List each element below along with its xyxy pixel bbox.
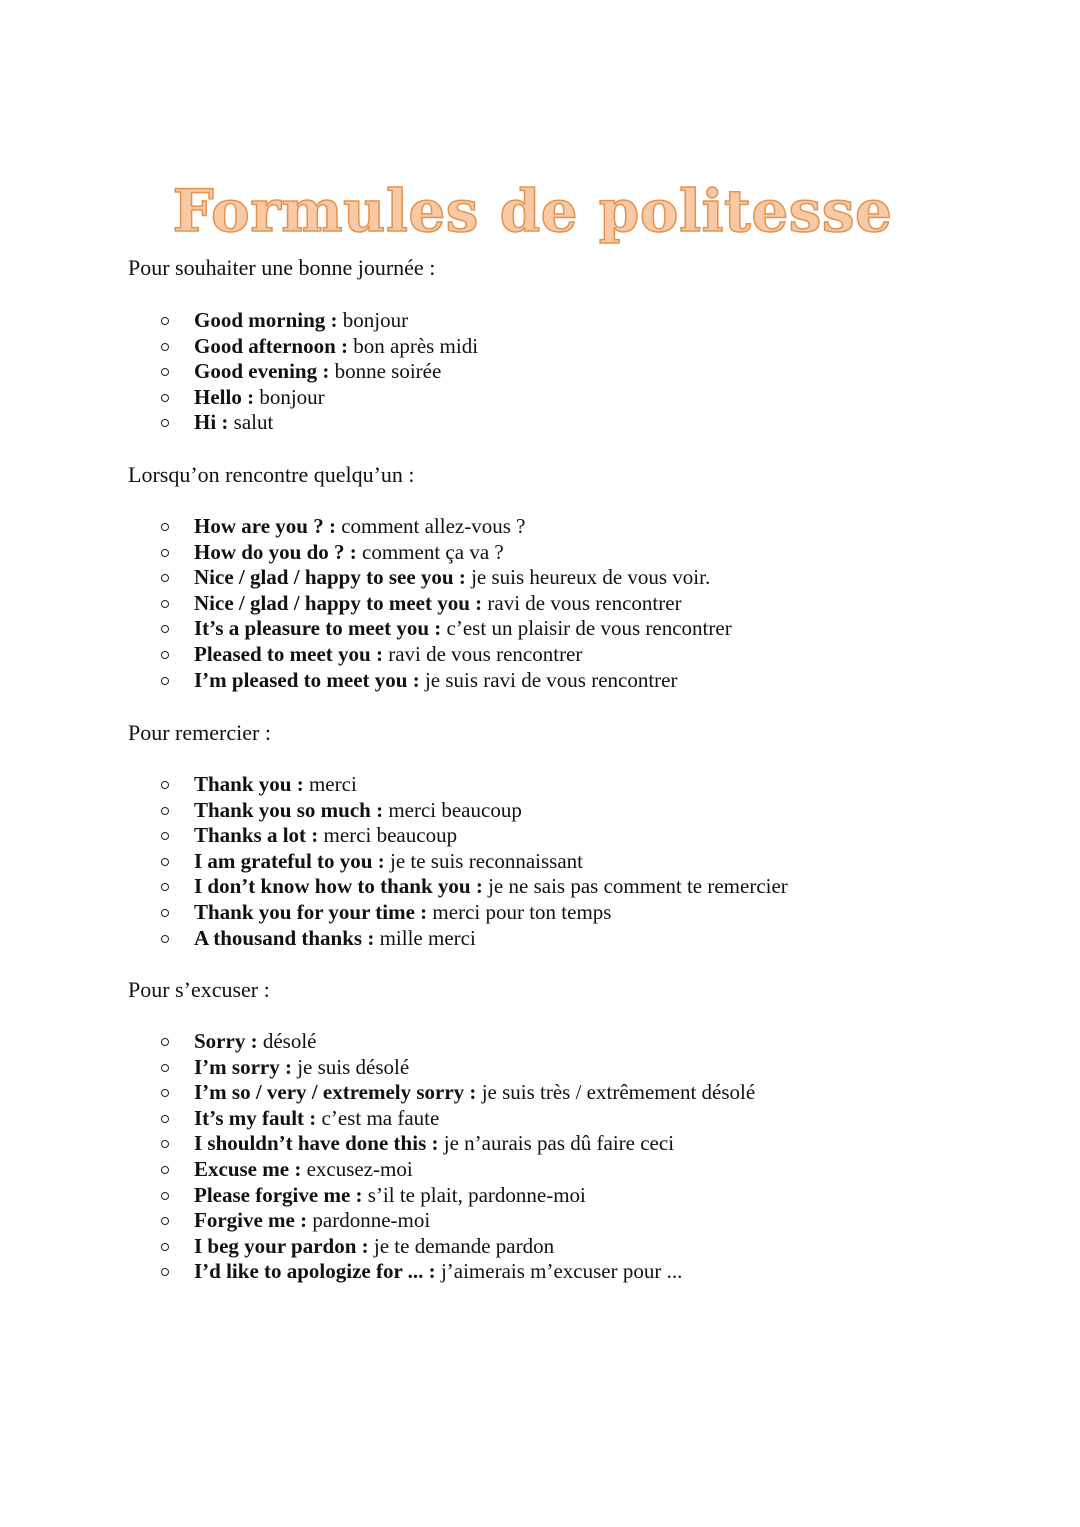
- list-item: [128, 540, 1028, 566]
- list-item: [128, 668, 1028, 694]
- english-phrase: Thanks a lot :: [194, 823, 319, 848]
- french-translation: je suis très / extrêmement désolé: [476, 1080, 756, 1105]
- list-item: [128, 385, 1028, 411]
- hollow-bullet-icon: [161, 574, 169, 582]
- section-heading: Pour s’excuser :: [128, 977, 270, 1002]
- hollow-bullet-icon: [161, 549, 169, 557]
- list-item: [128, 823, 1028, 849]
- french-translation: désolé: [257, 1029, 317, 1053]
- document-title: Formules de politesse: [172, 176, 893, 245]
- section-apologizing: [128, 977, 1028, 1284]
- english-phrase: Hello :: [194, 384, 255, 409]
- list-item: [128, 591, 1028, 617]
- english-phrase: Good morning :: [194, 308, 338, 332]
- french-translation: bon après midi: [348, 333, 479, 358]
- list-item: [128, 642, 1028, 668]
- phrase-list: [128, 772, 1028, 951]
- hollow-bullet-icon: [161, 935, 169, 943]
- list-item: [128, 410, 1028, 436]
- section-heading: Lorsqu’on rencontre quelqu’un :: [128, 462, 415, 487]
- french-translation: j’aimerais m’excuser pour ...: [435, 1259, 683, 1284]
- english-phrase: Nice / glad / happy to see you :: [194, 565, 466, 590]
- french-translation: pardonne-moi: [307, 1208, 431, 1233]
- hollow-bullet-icon: [161, 394, 169, 402]
- hollow-bullet-icon: [161, 1038, 169, 1046]
- hollow-bullet-icon: [161, 368, 169, 376]
- english-phrase: Nice / glad / happy to meet you :: [194, 590, 483, 615]
- hollow-bullet-icon: [161, 1243, 169, 1251]
- french-translation: je te suis reconnaissant: [384, 848, 584, 873]
- list-item: [128, 1029, 1028, 1055]
- english-phrase: Hi :: [194, 410, 229, 435]
- english-phrase: Pleased to meet you :: [194, 641, 383, 666]
- hollow-bullet-icon: [161, 625, 169, 633]
- english-phrase: I shouldn’t have done this :: [194, 1131, 439, 1156]
- french-translation: salut: [228, 410, 274, 435]
- english-phrase: Excuse me :: [194, 1156, 302, 1181]
- list-item: [128, 1208, 1028, 1234]
- english-phrase: It’s my fault :: [194, 1105, 317, 1130]
- phrase-list: [128, 308, 1028, 436]
- section-heading: Pour remercier :: [128, 720, 271, 745]
- list-item: [128, 514, 1028, 540]
- list-item: [128, 849, 1028, 875]
- french-translation: merci beaucoup: [383, 797, 522, 822]
- french-translation: je te demande pardon: [368, 1233, 555, 1258]
- hollow-bullet-icon: [161, 1140, 169, 1148]
- hollow-bullet-icon: [161, 858, 169, 866]
- french-translation: c’est ma faute: [316, 1105, 440, 1130]
- hollow-bullet-icon: [161, 677, 169, 685]
- french-translation: je ne sais pas comment te remercier: [482, 874, 788, 899]
- list-item: [128, 1183, 1028, 1209]
- hollow-bullet-icon: [161, 832, 169, 840]
- english-phrase: Thank you for your time :: [194, 899, 428, 924]
- hollow-bullet-icon: [161, 1166, 169, 1174]
- list-item: [128, 1055, 1028, 1081]
- list-item: [128, 1080, 1028, 1106]
- english-phrase: Good evening :: [194, 359, 330, 384]
- hollow-bullet-icon: [161, 1192, 169, 1200]
- french-translation: mille merci: [374, 925, 476, 950]
- section-greetings: [128, 255, 1028, 435]
- english-phrase: Good afternoon :: [194, 333, 348, 358]
- hollow-bullet-icon: [161, 651, 169, 659]
- english-phrase: I beg your pardon :: [194, 1233, 369, 1258]
- hollow-bullet-icon: [161, 883, 169, 891]
- section-heading: Pour souhaiter une bonne journée :: [128, 255, 436, 280]
- french-translation: je suis désolé: [291, 1054, 410, 1079]
- french-translation: bonne soirée: [329, 359, 442, 384]
- french-translation: c’est un plaisir de vous rencontrer: [441, 616, 732, 641]
- list-item: [128, 874, 1028, 900]
- french-translation: merci pour ton temps: [427, 899, 612, 924]
- french-translation: bonjour: [337, 308, 409, 332]
- phrase-list: [128, 514, 1028, 693]
- list-item: [128, 926, 1028, 952]
- hollow-bullet-icon: [161, 1115, 169, 1123]
- english-phrase: A thousand thanks :: [194, 925, 375, 950]
- list-item: [128, 359, 1028, 385]
- english-phrase: How are you ? :: [194, 514, 336, 538]
- french-translation: je n’aurais pas dû faire ceci: [438, 1131, 675, 1156]
- hollow-bullet-icon: [161, 781, 169, 789]
- french-translation: comment allez-vous ?: [335, 514, 526, 538]
- phrase-list: [128, 1029, 1028, 1285]
- english-phrase: Sorry :: [194, 1029, 258, 1053]
- french-translation: bonjour: [254, 384, 325, 409]
- english-phrase: I’d like to apologize for ... :: [194, 1259, 436, 1284]
- list-item: [128, 798, 1028, 824]
- section-meeting: [128, 462, 1028, 692]
- english-phrase: I don’t know how to thank you :: [194, 874, 483, 899]
- english-phrase: Thank you so much :: [194, 797, 384, 822]
- hollow-bullet-icon: [161, 1217, 169, 1225]
- french-translation: s’il te plait, pardonne-moi: [362, 1182, 586, 1207]
- hollow-bullet-icon: [161, 523, 169, 531]
- english-phrase: It’s a pleasure to meet you :: [194, 616, 442, 641]
- list-item: [128, 900, 1028, 926]
- english-phrase: How do you do ? :: [194, 539, 357, 564]
- list-item: [128, 308, 1028, 334]
- french-translation: je suis heureux de vous voir.: [465, 565, 711, 590]
- hollow-bullet-icon: [161, 419, 169, 427]
- list-item: [128, 334, 1028, 360]
- hollow-bullet-icon: [161, 1064, 169, 1072]
- section-thanking: [128, 720, 1028, 950]
- english-phrase: I’m sorry :: [194, 1054, 292, 1079]
- hollow-bullet-icon: [161, 1268, 169, 1276]
- french-translation: excusez-moi: [301, 1156, 413, 1181]
- hollow-bullet-icon: [161, 343, 169, 351]
- english-phrase: Please forgive me :: [194, 1182, 363, 1207]
- list-item: [128, 565, 1028, 591]
- english-phrase: I am grateful to you :: [194, 848, 385, 873]
- french-translation: merci beaucoup: [318, 823, 458, 848]
- english-phrase: I’m pleased to meet you :: [194, 667, 420, 692]
- french-translation: ravi de vous rencontrer: [382, 641, 583, 666]
- list-item: [128, 616, 1028, 642]
- hollow-bullet-icon: [161, 1089, 169, 1097]
- french-translation: merci: [303, 772, 357, 796]
- french-translation: ravi de vous rencontrer: [482, 590, 682, 615]
- list-item: [128, 1259, 1028, 1285]
- hollow-bullet-icon: [161, 317, 169, 325]
- french-translation: comment ça va ?: [356, 539, 504, 564]
- english-phrase: Forgive me :: [194, 1208, 308, 1233]
- hollow-bullet-icon: [161, 600, 169, 608]
- hollow-bullet-icon: [161, 909, 169, 917]
- english-phrase: I’m so / very / extremely sorry :: [194, 1080, 477, 1105]
- list-item: [128, 1234, 1028, 1260]
- list-item: [128, 1106, 1028, 1132]
- list-item: [128, 772, 1028, 798]
- list-item: [128, 1131, 1028, 1157]
- list-item: [128, 1157, 1028, 1183]
- french-translation: je suis ravi de vous rencontrer: [419, 667, 678, 692]
- english-phrase: Thank you :: [194, 772, 304, 796]
- hollow-bullet-icon: [161, 807, 169, 815]
